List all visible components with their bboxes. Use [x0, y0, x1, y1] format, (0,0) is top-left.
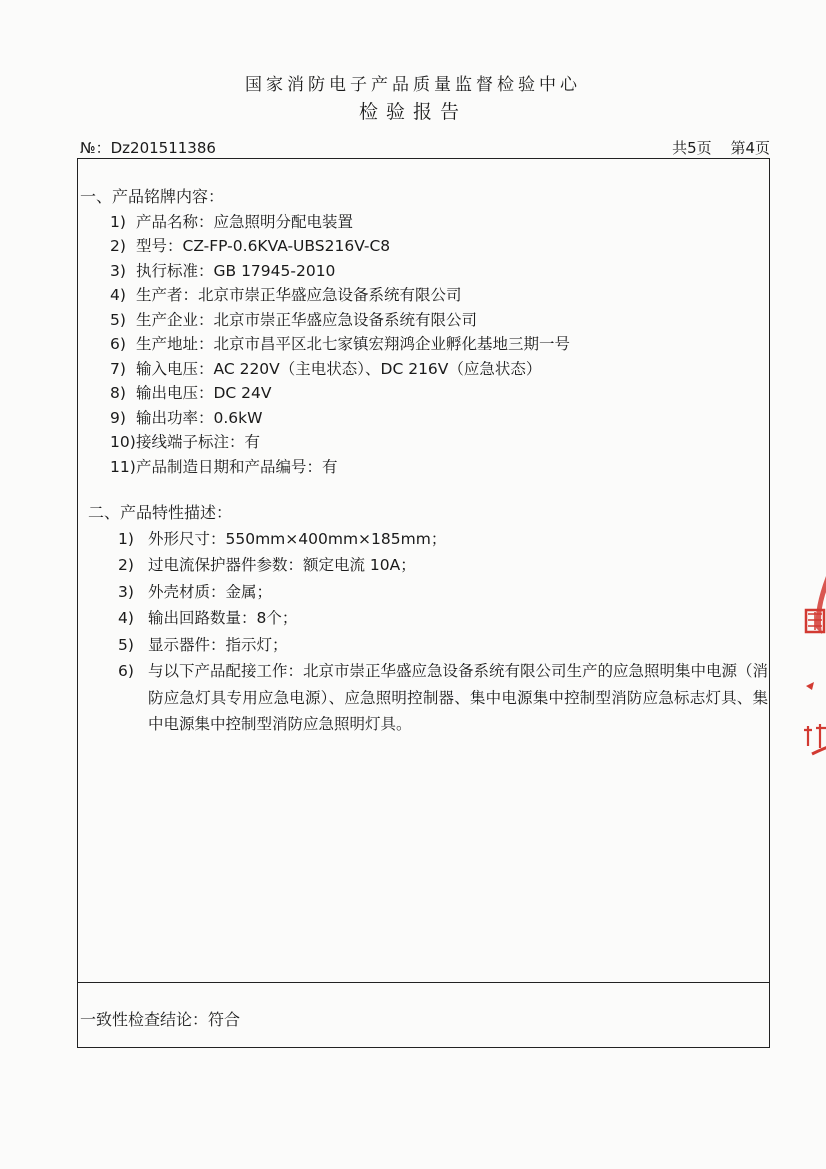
box-divider [78, 982, 769, 983]
item-text: 生产者：北京市崇正华盛应急设备系统有限公司 [136, 286, 462, 304]
item-number: 7) [110, 359, 126, 378]
section1-item [78, 430, 768, 455]
section1-item [78, 357, 768, 382]
section2-item [78, 579, 768, 606]
item-text: 输入电压：AC 220V（主电状态）、DC 216V（应急状态） [136, 359, 542, 378]
report-title: 检验报告 [358, 101, 467, 123]
total-pages: 共5页 [672, 139, 712, 157]
content-box [77, 158, 770, 1048]
item-text: 与以下产品配接工作：北京市崇正华盛应急设备系统有限公司生产的应急照明集中电源（消防应急灯具专用应急电源）、应急照明控制器、集中电源集中控制型消防应急标志灯具、集中电源集中控制型消防应急照明灯具。 [148, 662, 769, 733]
section1-item [78, 210, 768, 235]
item-text: 外形尺寸：550mm×400mm×185mm； [148, 529, 447, 548]
section1-item [78, 406, 768, 431]
item-number: 5) [110, 310, 126, 329]
item-number: 8) [110, 384, 126, 402]
section1-item [78, 381, 768, 406]
item-text: 外壳材质：金属； [148, 582, 273, 601]
item-text: 执行标准：GB 17945-2010 [136, 261, 336, 280]
item-number: 3) [110, 261, 126, 280]
item-number: 6) [118, 662, 134, 680]
item-text: 型号：CZ-FP-0.6KVA-UBS216V-C8 [136, 237, 391, 255]
section2-item [78, 526, 768, 553]
item-number: 1) [118, 529, 134, 548]
characteristics-list [78, 526, 768, 738]
seal-stamp [796, 568, 826, 758]
item-number: 2) [118, 556, 134, 574]
item-text: 产品名称：应急照明分配电装置 [136, 212, 354, 231]
item-number: 5) [118, 635, 134, 654]
item-text: 产品制造日期和产品编号：有 [136, 457, 338, 476]
item-text: 输出功率：0.6kW [136, 408, 263, 427]
current-page: 第4页 [730, 139, 770, 157]
item-number: 1) [110, 212, 126, 231]
page-info [658, 137, 770, 158]
conclusion: 一致性检查结论：符合 [80, 1010, 241, 1029]
report-number: №：Dz201511386 [80, 139, 216, 157]
item-number: 6) [110, 335, 126, 353]
item-text: 生产企业：北京市崇正华盛应急设备系统有限公司 [136, 310, 478, 329]
item-number: 3) [118, 582, 134, 601]
item-text: 显示器件：指示灯； [148, 635, 288, 654]
report-organization: 国家消防电子产品质量监督检验中心 [245, 75, 581, 95]
item-text: 生产地址：北京市昌平区北七家镇宏翔鸿企业孵化基地三期一号 [136, 335, 571, 353]
section2-item [78, 658, 768, 738]
item-number: 9) [110, 408, 126, 427]
section2-item [78, 605, 768, 632]
section1-item [78, 283, 768, 308]
section1-item [78, 259, 768, 284]
section1-item [78, 308, 768, 333]
section-nameplate [78, 185, 768, 479]
item-text: 输出电压：DC 24V [136, 384, 272, 402]
item-text: 输出回路数量：8个； [148, 609, 298, 627]
section2-item [78, 552, 768, 579]
section1-item [78, 455, 768, 480]
section2-item [78, 632, 768, 659]
section1-item [78, 332, 768, 357]
section-characteristics-title: 二、产品特性描述： [88, 503, 233, 522]
nameplate-list [78, 210, 768, 480]
item-text: 过电流保护器件参数：额定电流 10A； [148, 556, 416, 574]
item-number: 4) [110, 286, 126, 304]
item-number: 11) [110, 457, 136, 476]
content-body [78, 185, 768, 738]
section-characteristics [78, 501, 768, 738]
section-nameplate-title: 一、产品铭牌内容： [80, 187, 225, 206]
item-number: 4) [118, 609, 134, 627]
item-text: 接线端子标注：有 [136, 433, 261, 451]
section1-item [78, 234, 768, 259]
item-number: 10) [110, 433, 136, 451]
item-number: 2) [110, 237, 126, 255]
